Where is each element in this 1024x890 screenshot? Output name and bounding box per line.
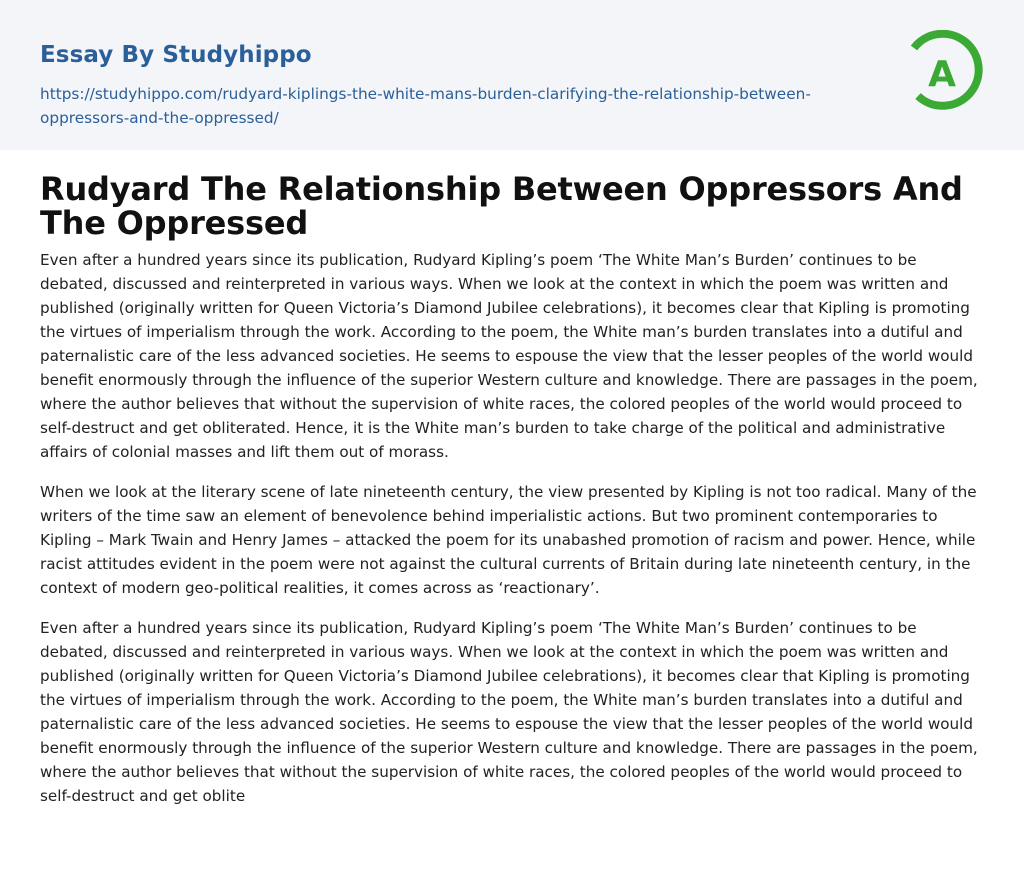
article-paragraph-2: When we look at the literary scene of late nineteenth century, the view presented by Kipling is not too radical. Many of the writers of the time saw an element of benevolence behind imperialistic actions. But two prominent contemporaries to Kipling – Mark Twain and Henry James – attacked the poem for its unabashed promotion of racism and power. Hence, while racist attitudes evident in the poem were not against the cultural currents of Britain during late nineteenth century, in the context of modern geo-political realities, it comes across as ‘reactionary’. [40, 483, 977, 597]
article-paragraph-3: Even after a hundred years since its publication, Rudyard Kipling’s poem ‘The White Man’s Burden’ continues to be debated, discussed and reinterpreted in various ways. When we look at the context in which the poem was written and published (originally written for Queen Victoria’s Diamond Jubilee celebrations), it becomes clear that Kipling is promoting the virtues of imperialism through the work. According to the poem, the White man’s burden translates into a dutiful and paternalistic care of the less advanced societies. He seems to espouse the view that the lesser peoples of the world would benefit enormously through the influence of the superior Western culture and knowledge. There are passages in the poem, where the author believes that without the supervision of white races, the colored peoples of the world would proceed to self-destruct and get oblite [40, 619, 978, 805]
studyhippo-logo[interactable] [900, 30, 984, 114]
logo-letter: A [928, 54, 956, 95]
essay-url-link[interactable]: https://studyhippo.com/rudyard-kiplings-the-white-mans-burden-clarifying-the-relationship-between-oppressors-and-the-oppressed/ [40, 85, 811, 127]
brand-title: Essay By Studyhippo [40, 42, 312, 68]
article-paragraph-1: Even after a hundred years since its publication, Rudyard Kipling’s poem ‘The White Man’s Burden’ continues to be debated, discussed and reinterpreted in various ways. When we look at the context in which the poem was written and published (originally written for Queen Victoria’s Diamond Jubilee celebrations), it becomes clear that Kipling is promoting the virtues of imperialism through the work. According to the poem, the White man’s burden translates into a dutiful and paternalistic care of the less advanced societies. He seems to espouse the view that the lesser peoples of the world would benefit enormously through the influence of the superior Western culture and knowledge. There are passages in the poem, where the author believes that without the supervision of white races, the colored peoples of the world would proceed to self-destruct and get obliterated. Hence, it is the White man’s burden to take charge of the political and administrative affairs of colonial masses and lift them out of morass. [40, 251, 978, 461]
article-content [0, 150, 1024, 808]
article-title: Rudyard The Relationship Between Oppressors And The Oppressed [40, 170, 963, 242]
page-header [0, 0, 1024, 150]
logo-icon [900, 30, 984, 114]
